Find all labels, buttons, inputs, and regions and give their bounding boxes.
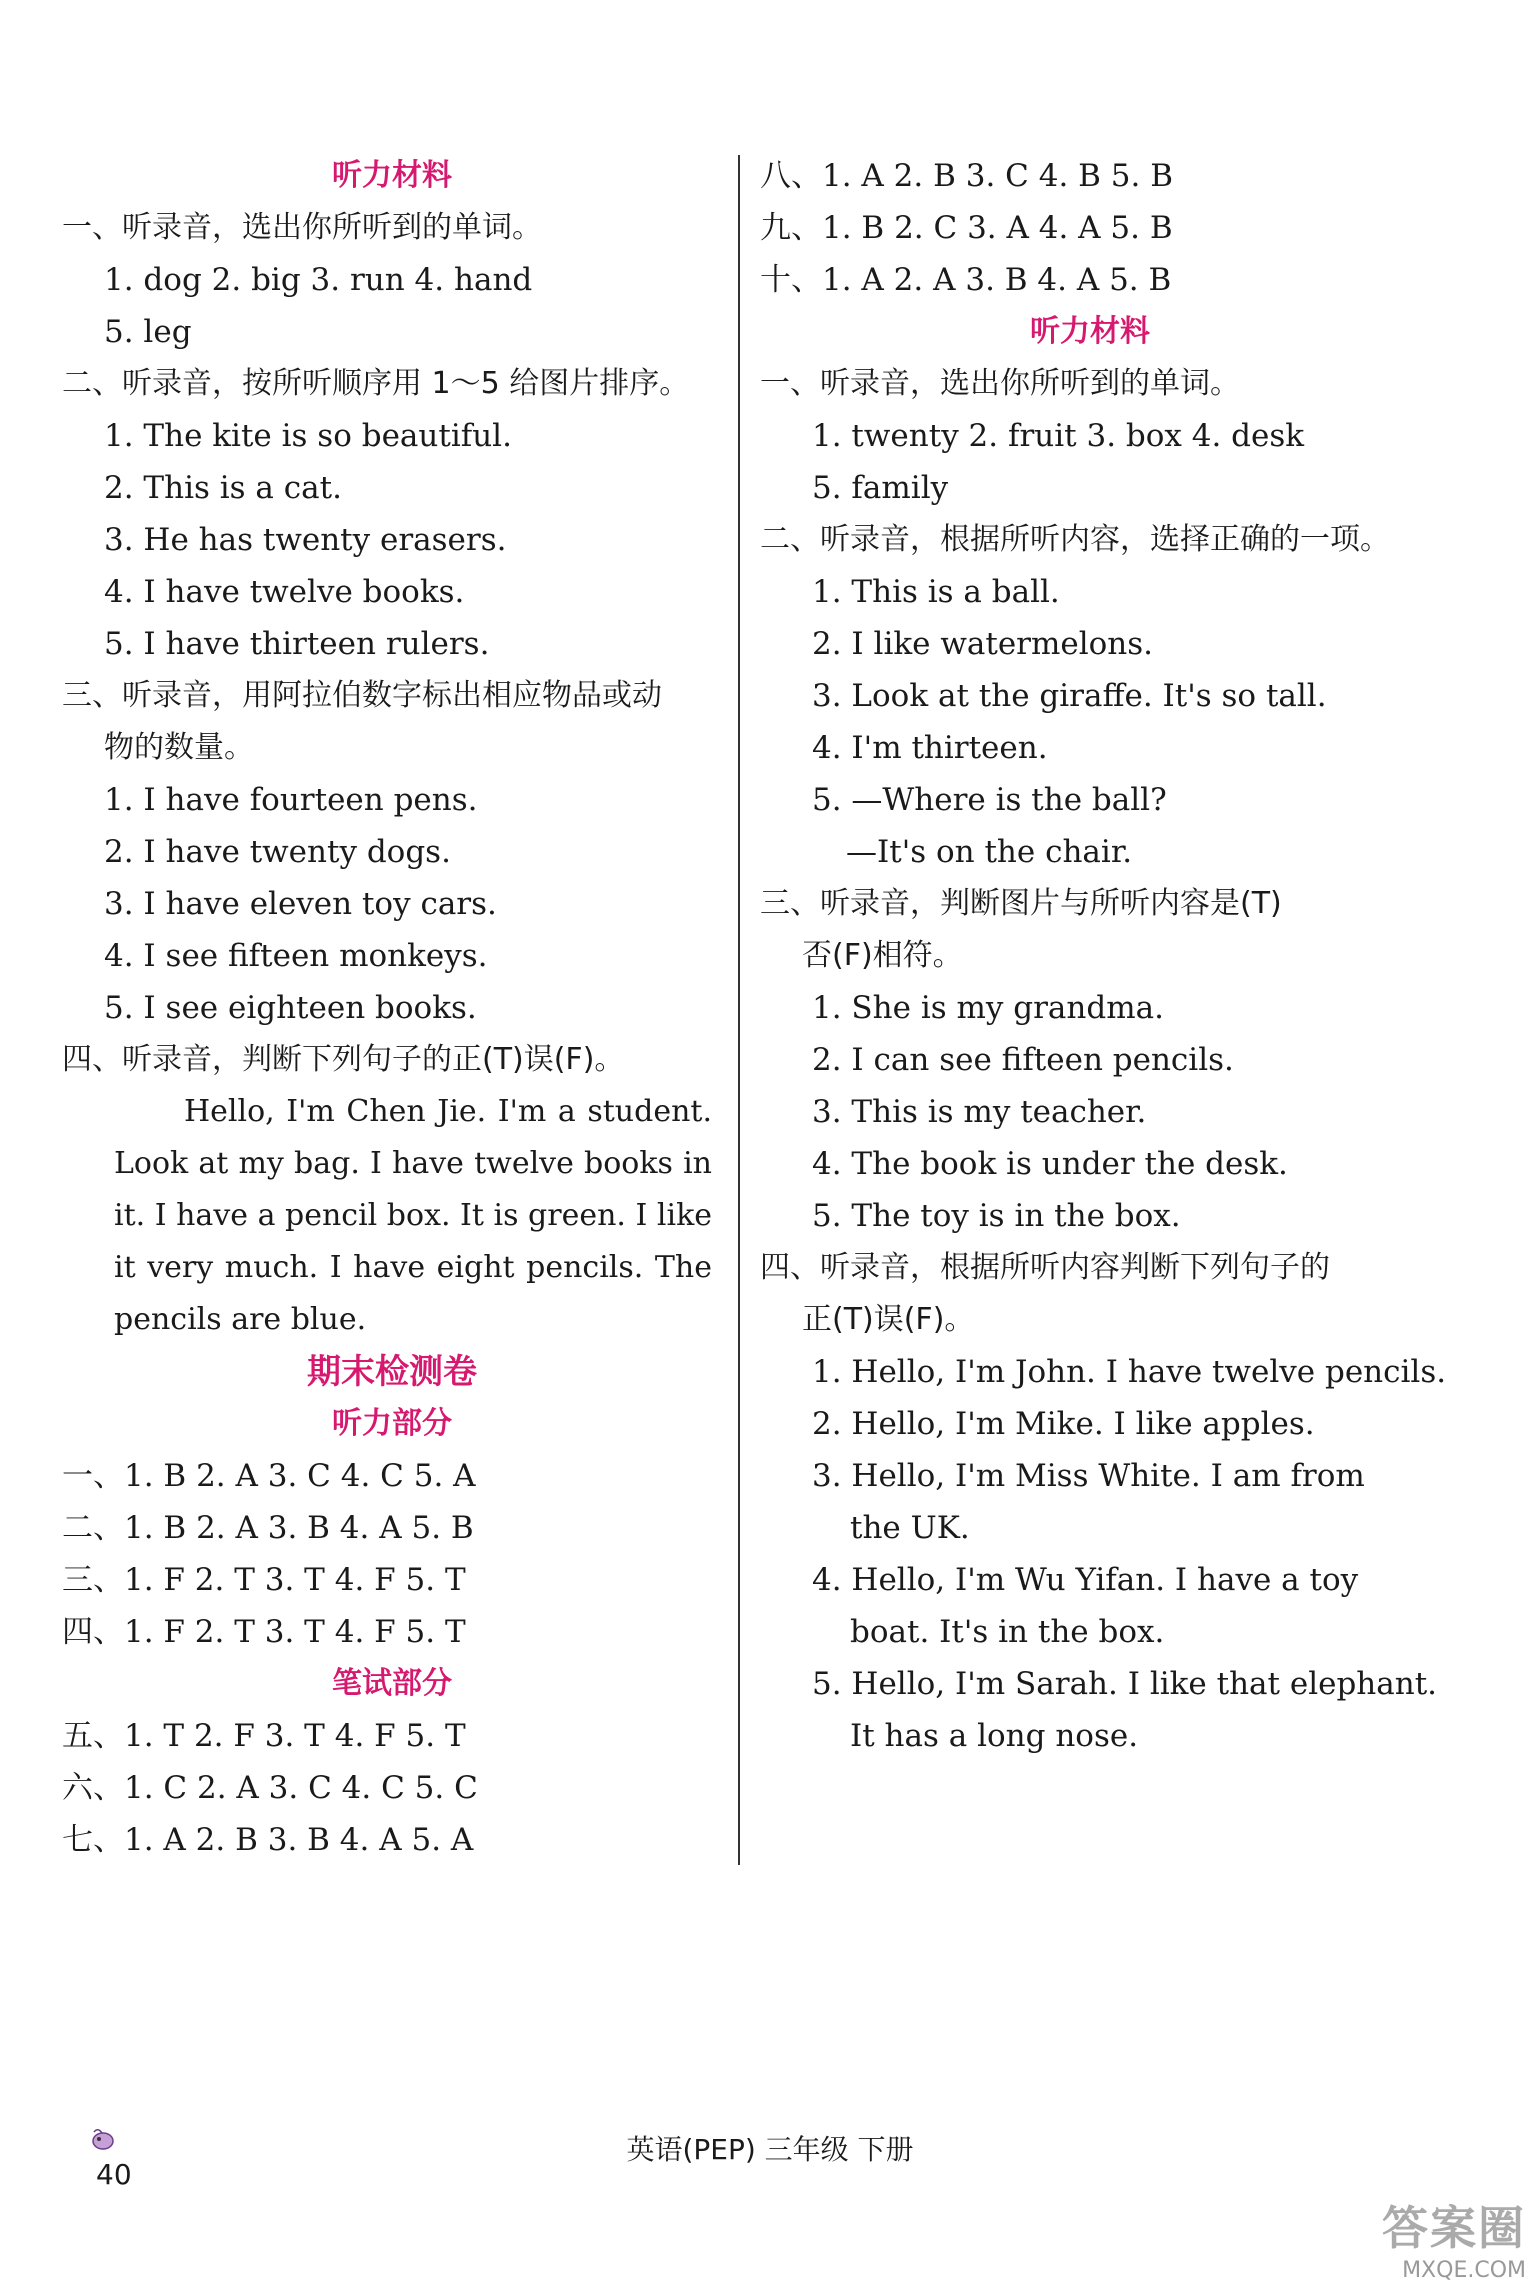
answer-row: 四、1. F 2. T 3. T 4. F 5. T <box>62 1614 466 1650</box>
answer-line: 1. twenty 2. fruit 3. box 4. desk <box>812 418 1305 454</box>
page-number: 40 <box>96 2158 132 2191</box>
answer-line: 5. family <box>812 470 949 506</box>
list-item: 1. Hello, I'm John. I have twelve pencils. <box>812 1354 1447 1390</box>
list-item: 3. He has twenty erasers. <box>104 522 507 558</box>
heading-listening-part: 听力部分 <box>332 1406 452 1441</box>
list-item: 3. Hello, I'm Miss White. I am from <box>812 1458 1365 1494</box>
watermark <box>1382 2192 1526 2283</box>
column-divider <box>738 155 740 1865</box>
list-item: 2. I have twenty dogs. <box>104 834 451 870</box>
question-4: 四、听录音，根据所听内容判断下列句子的 <box>760 1250 1330 1285</box>
answer-row: 一、1. B 2. A 3. C 4. C 5. A <box>62 1458 476 1494</box>
heading-listening-material: 听力材料 <box>1030 314 1150 349</box>
question-4-cont: 正(T)误(F)。 <box>802 1302 975 1337</box>
heading-listening-material: 听力材料 <box>332 158 452 193</box>
footer-title: 英语(PEP) 三年级 下册 <box>626 2133 914 2166</box>
list-item: 5. The toy is in the box. <box>812 1198 1181 1234</box>
watermark-logo: 答案圈 <box>1382 2201 1526 2255</box>
list-item: 1. This is a ball. <box>812 574 1060 610</box>
list-item: —It's on the chair. <box>846 834 1133 870</box>
question-2: 二、听录音，按所听顺序用 1～5 给图片排序。 <box>62 366 690 401</box>
question-1: 一、听录音，选出你所听到的单词。 <box>760 366 1240 401</box>
list-item: 1. The kite is so beautiful. <box>104 418 512 454</box>
answer-row: 二、1. B 2. A 3. B 4. A 5. B <box>62 1510 474 1546</box>
list-item: 1. I have fourteen pens. <box>104 782 478 818</box>
watermark-url: MXQE.COM <box>1402 2258 1526 2283</box>
heading-written-part: 笔试部分 <box>332 1666 452 1701</box>
list-item: 2. I can see fifteen pencils. <box>812 1042 1234 1078</box>
question-1: 一、听录音，选出你所听到的单词。 <box>62 210 542 245</box>
list-item: 4. Hello, I'm Wu Yifan. I have a toy <box>812 1562 1359 1598</box>
list-item: 5. —Where is the ball? <box>812 782 1167 818</box>
list-item: It has a long nose. <box>850 1718 1139 1754</box>
list-item: the UK. <box>850 1510 970 1546</box>
answer-row: 八、1. A 2. B 3. C 4. B 5. B <box>760 158 1174 194</box>
list-item: 1. She is my grandma. <box>812 990 1164 1026</box>
answer-row: 十、1. A 2. A 3. B 4. A 5. B <box>760 262 1172 298</box>
left-column <box>62 150 722 1866</box>
list-item: 3. This is my teacher. <box>812 1094 1147 1130</box>
list-item: 2. This is a cat. <box>104 470 342 506</box>
right-column <box>760 150 1447 1762</box>
list-item: 2. I like watermelons. <box>812 626 1154 662</box>
answer-line: 1. dog 2. big 3. run 4. hand <box>104 262 533 298</box>
answer-row: 七、1. A 2. B 3. B 4. A 5. A <box>62 1822 474 1858</box>
list-item: 4. I see fifteen monkeys. <box>104 938 488 974</box>
list-item: 3. Look at the giraffe. It's so tall. <box>812 678 1327 714</box>
heading-final-test: 期末检测卷 <box>307 1352 477 1392</box>
passage: Hello, I'm Chen Jie. I'm a student. Look at my bag. I have twelve books in it. I have a pencil box. It is green. I like it very much. I have eight pencils. The pencils are blue. <box>114 1094 712 1337</box>
list-item: 4. I'm thirteen. <box>812 730 1048 766</box>
list-item: 2. Hello, I'm Mike. I like apples. <box>812 1406 1315 1442</box>
answer-row: 九、1. B 2. C 3. A 4. A 5. B <box>760 210 1173 246</box>
list-item: 5. Hello, I'm Sarah. I like that elephant. <box>812 1666 1438 1702</box>
answer-row: 五、1. T 2. F 3. T 4. F 5. T <box>62 1718 466 1754</box>
question-3: 三、听录音，判断图片与所听内容是(T) <box>760 886 1282 921</box>
list-item: 3. I have eleven toy cars. <box>104 886 497 922</box>
answer-row: 六、1. C 2. A 3. C 4. C 5. C <box>62 1770 478 1806</box>
question-2: 二、听录音，根据所听内容，选择正确的一项。 <box>760 522 1390 557</box>
list-item: 5. I have thirteen rulers. <box>104 626 490 662</box>
list-item: boat. It's in the box. <box>850 1614 1165 1650</box>
question-3-cont: 否(F)相符。 <box>802 938 963 973</box>
answer-line: 5. leg <box>104 314 192 350</box>
answer-row: 三、1. F 2. T 3. T 4. F 5. T <box>62 1562 466 1598</box>
list-item: 5. I see eighteen books. <box>104 990 477 1026</box>
question-3: 三、听录音，用阿拉伯数字标出相应物品或动 <box>62 678 662 713</box>
question-4: 四、听录音，判断下列句子的正(T)误(F)。 <box>62 1042 625 1077</box>
list-item: 4. I have twelve books. <box>104 574 465 610</box>
question-3-cont: 物的数量。 <box>104 730 254 765</box>
list-item: 4. The book is under the desk. <box>812 1146 1288 1182</box>
